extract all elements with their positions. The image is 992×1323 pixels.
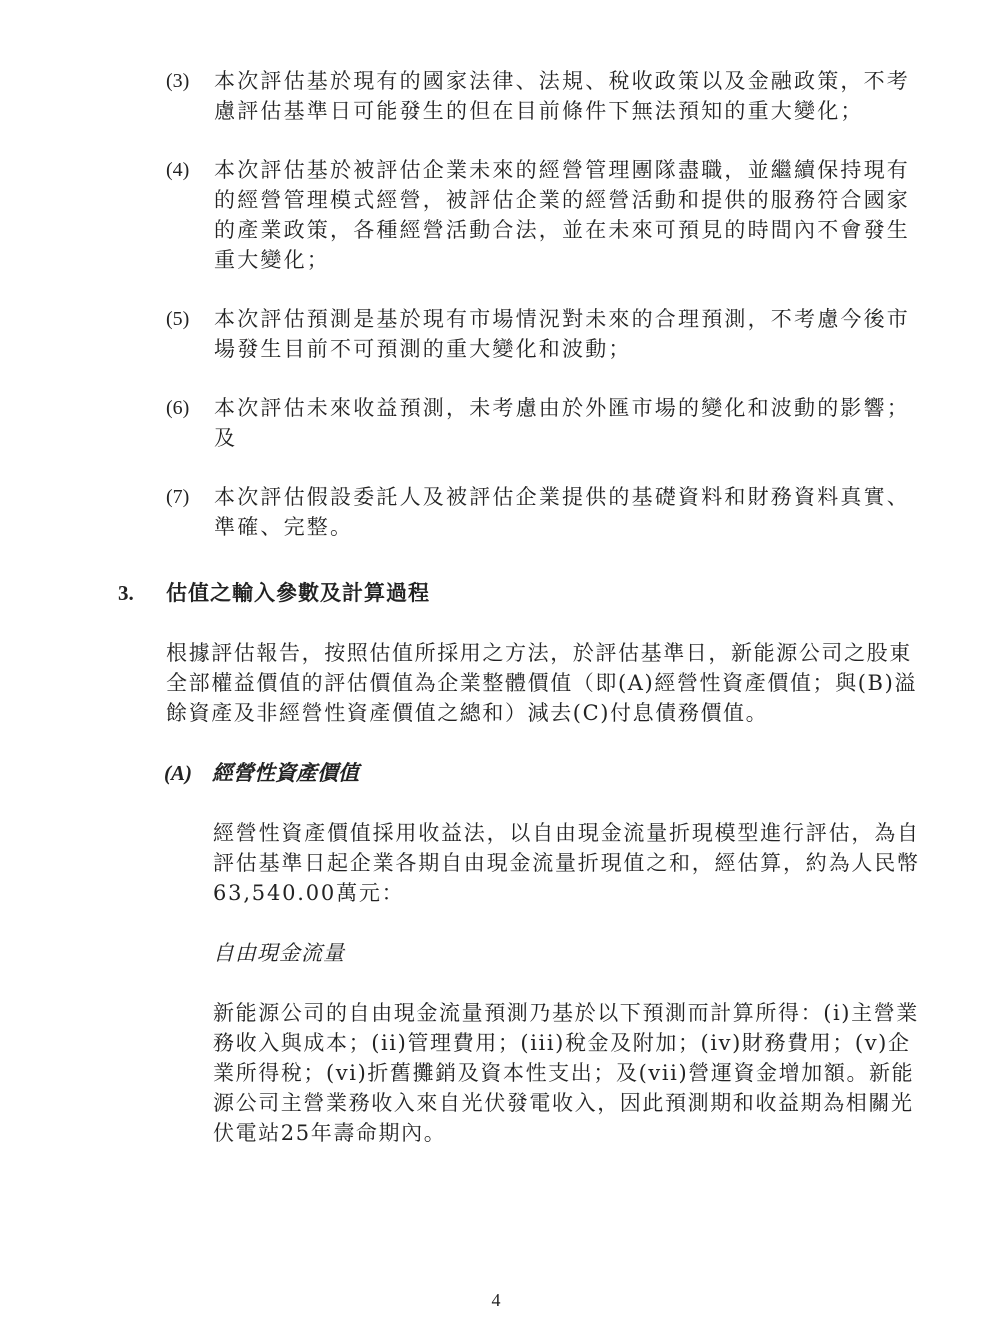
assumption-number: (5) [166, 308, 190, 330]
free-cash-flow-heading: 自由現金流量 [213, 941, 345, 965]
assumption-text: 本次評估未來收益預測，未考慮由於外匯市場的變化和波動的影響；及 [214, 396, 910, 450]
section-heading [118, 578, 430, 608]
assumption-item-3 [166, 66, 926, 126]
assumption-text: 本次評估基於現有的國家法律、法規、稅收政策以及金融政策，不考慮評估基準日可能發生的但在目前條件下無法預知的重大變化； [214, 69, 910, 123]
assumption-number: (4) [166, 159, 190, 181]
free-cash-flow-paragraph: 新能源公司的自由現金流量預測乃基於以下預測而計算所得：(i)主營業務收入與成本；(ii)管理費用；(iii)稅金及附加；(iv)財務費用；(v)企業所得稅；(vi)折舊攤銷及資本性支出；及(vii)營運資金增加額。新能源公司主營業務收入來自光伏發電收入，因此預測期和收益期為相關光伏電站25年壽命期內。 [213, 1001, 919, 1145]
subsection-body-paragraph: 經營性資產價值採用收益法，以自由現金流量折現模型進行評估，為自評估基準日起企業各期自由現金流量折現值之和，經估算，約為人民幣63,540.00萬元： [213, 821, 920, 905]
subsection-title: 經營性資產價值 [212, 760, 359, 785]
assumption-item-7 [166, 482, 926, 542]
assumption-list [166, 66, 926, 571]
subsection-number: (A) [164, 761, 192, 785]
subsection-heading [164, 758, 359, 788]
assumption-item-6 [166, 393, 926, 453]
assumption-number: (7) [166, 486, 190, 508]
assumption-text: 本次評估預測是基於現有市場情況對未來的合理預測，不考慮今後市場發生目前不可預測的重大變化和波動； [214, 307, 910, 361]
section-intro-paragraph: 根據評估報告，按照估值所採用之方法，於評估基準日，新能源公司之股東全部權益價值的評估價值為企業整體價值（即(A)經營性資產價值；與(B)溢餘資產及非經營性資產價值之總和）減去(C)付息債務價值。 [166, 641, 917, 725]
assumption-number: (3) [166, 70, 190, 92]
section-title: 估值之輸入參數及計算過程 [166, 580, 430, 605]
section-number: 3. [118, 581, 134, 605]
assumption-text: 本次評估基於被評估企業未來的經營管理團隊盡職，並繼續保持現有的經營管理模式經營，被評估企業的經營活動和提供的服務符合國家的產業政策，各種經營活動合法，並在未來可預見的時間內不會發生重大變化； [214, 158, 910, 272]
assumption-item-5 [166, 304, 926, 364]
assumption-text: 本次評估假設委託人及被評估企業提供的基礎資料和財務資料真實、準確、完整。 [214, 485, 910, 539]
page-number: 4 [491, 1290, 501, 1310]
assumption-number: (6) [166, 397, 190, 419]
assumption-item-4 [166, 155, 926, 275]
